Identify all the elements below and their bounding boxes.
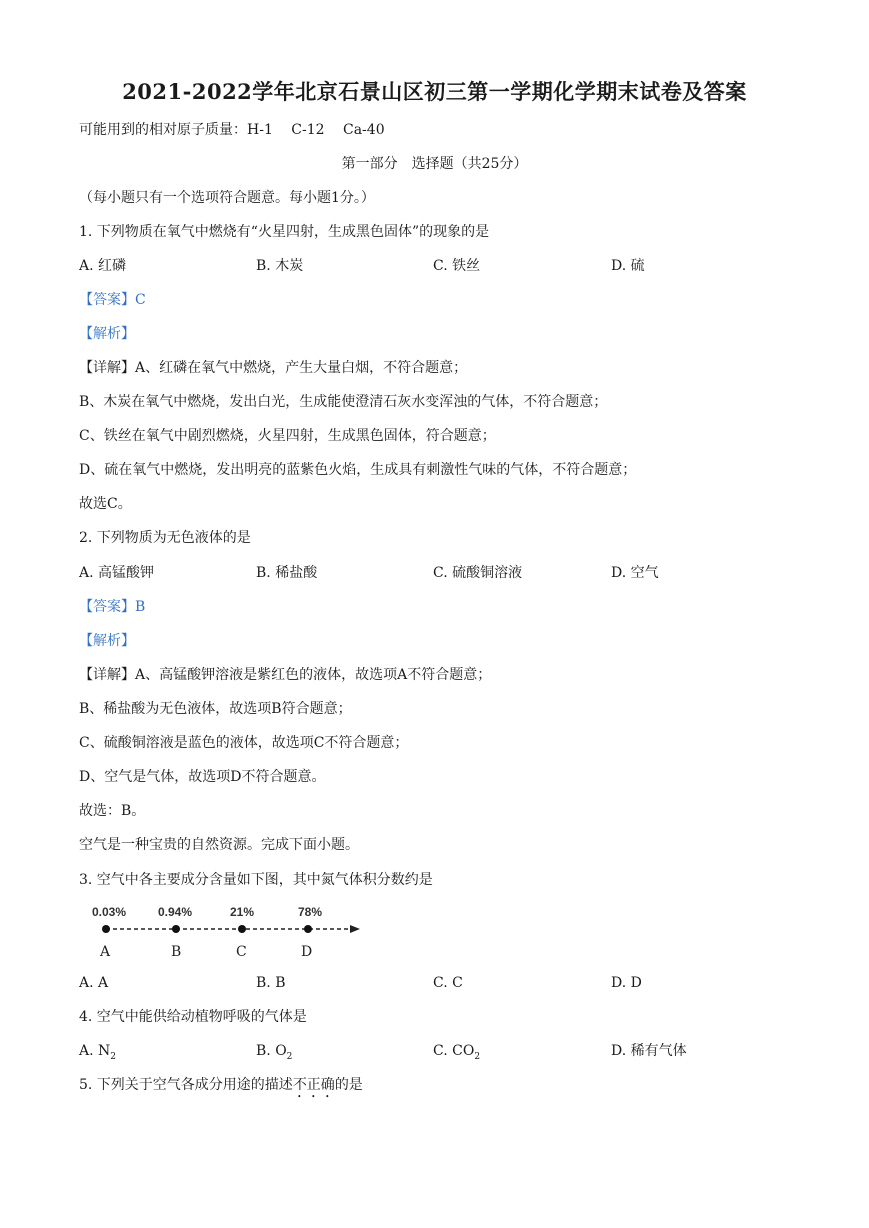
q1-answer: 【答案】C bbox=[79, 292, 146, 308]
q2-analysis: 【解析】 bbox=[79, 633, 135, 649]
q4-option-b-text: B. O bbox=[256, 1043, 287, 1059]
point-b bbox=[172, 925, 180, 933]
value-label-d: 78% bbox=[298, 905, 323, 919]
q4-option-c bbox=[433, 1041, 480, 1067]
q5-stem-emphasis: 不正确 bbox=[292, 1077, 335, 1093]
point-label-c: C bbox=[236, 944, 247, 960]
q1-option-a: A. 红磷 bbox=[79, 258, 127, 274]
q4-option-d bbox=[611, 1041, 687, 1061]
q4-option-a-subscript: 2 bbox=[110, 1051, 116, 1062]
point-label-a: A bbox=[100, 944, 111, 960]
point-a bbox=[102, 925, 110, 933]
q4-option-d-text: D. 稀有气体 bbox=[611, 1043, 687, 1059]
arrow-head-icon bbox=[350, 925, 360, 933]
q3-stem: 3. 空气中各主要成分含量如下图，其中氮气体积分数约是 bbox=[79, 872, 433, 888]
point-c bbox=[238, 925, 246, 933]
q4-option-b bbox=[256, 1041, 292, 1067]
q2-option-c: C. 硫酸铜溶液 bbox=[433, 565, 523, 581]
q2-detail-c: C、硫酸铜溶液是蓝色的液体，故选项C不符合题意； bbox=[79, 735, 409, 751]
q5-stem bbox=[79, 1075, 363, 1101]
number-line-svg bbox=[88, 900, 378, 965]
q1-analysis: 【解析】 bbox=[79, 326, 135, 342]
q1-detail-a: 【详解】A、红磷在氧气中燃烧，产生大量白烟，不符合题意； bbox=[79, 360, 468, 376]
q4-option-c-text: C. CO bbox=[433, 1043, 475, 1059]
q4-option-a-text: A. N bbox=[79, 1043, 111, 1059]
q4-option-b-subscript: 2 bbox=[286, 1051, 293, 1062]
section-header: 第一部分 选择题（共25分） bbox=[341, 156, 528, 172]
q5-stem-prefix: 5. 下列关于空气各成分用途的描述 bbox=[79, 1077, 293, 1093]
value-label-c: 21% bbox=[230, 905, 255, 919]
q2-option-a: A. 高锰酸钾 bbox=[79, 565, 155, 581]
q2-answer: 【答案】B bbox=[79, 599, 146, 615]
q2-stem: 2. 下列物质为无色液体的是 bbox=[79, 530, 251, 546]
point-label-b: B bbox=[171, 944, 182, 960]
q2-detail-a: 【详解】A、高锰酸钾溶液是紫红色的液体，故选项A不符合题意； bbox=[79, 667, 492, 683]
q1-option-c: C. 铁丝 bbox=[433, 258, 481, 274]
page-title: 2021-2022学年北京石景山区初三第一学期化学期末试卷及答案 bbox=[122, 79, 747, 104]
air-composition-figure bbox=[88, 900, 378, 965]
q3-option-b: B. B bbox=[256, 975, 286, 991]
q1-conclusion: 故选C。 bbox=[79, 496, 132, 512]
q1-detail-d: D、硫在氧气中燃烧，发出明亮的蓝紫色火焰，生成具有刺激性气味的气体，不符合题意； bbox=[79, 462, 637, 478]
q4-stem: 4. 空气中能供给动植物呼吸的气体是 bbox=[79, 1009, 307, 1025]
q3-option-c: C. C bbox=[433, 975, 463, 991]
q4-option-a bbox=[79, 1041, 116, 1067]
q1-option-d: D. 硫 bbox=[611, 258, 645, 274]
point-d bbox=[304, 925, 312, 933]
q2-conclusion: 故选：B。 bbox=[79, 803, 146, 819]
q1-detail-b: B、木炭在氧气中燃烧，发出白光，生成能使澄清石灰水变浑浊的气体，不符合题意； bbox=[79, 394, 608, 410]
q2-option-d: D. 空气 bbox=[611, 565, 659, 581]
atomic-mass-line: 可能用到的相对原子质量：H-1 C-12 Ca-40 bbox=[79, 122, 385, 138]
q3-option-d: D. D bbox=[611, 975, 642, 991]
q1-stem: 1. 下列物质在氧气中燃烧有“火星四射，生成黑色固体”的现象的是 bbox=[79, 224, 490, 240]
q2-option-b: B. 稀盐酸 bbox=[256, 565, 318, 581]
intro-text: 空气是一种宝贵的自然资源。完成下面小题。 bbox=[79, 837, 359, 853]
q2-detail-d: D、空气是气体，故选项D不符合题意。 bbox=[79, 769, 326, 785]
point-label-d: D bbox=[301, 944, 313, 960]
section-note: （每小题只有一个选项符合题意。每小题1分。） bbox=[79, 190, 375, 206]
q1-detail-c: C、铁丝在氧气中剧烈燃烧，火星四射，生成黑色固体，符合题意； bbox=[79, 428, 496, 444]
value-label-a: 0.03% bbox=[92, 905, 127, 919]
q3-option-a: A. A bbox=[79, 975, 109, 991]
q4-option-c-subscript: 2 bbox=[474, 1051, 481, 1062]
q5-stem-suffix: 的是 bbox=[334, 1077, 363, 1093]
q1-option-b: B. 木炭 bbox=[256, 258, 304, 274]
q2-detail-b: B、稀盐酸为无色液体，故选项B符合题意； bbox=[79, 701, 352, 717]
value-label-b: 0.94% bbox=[158, 905, 193, 919]
